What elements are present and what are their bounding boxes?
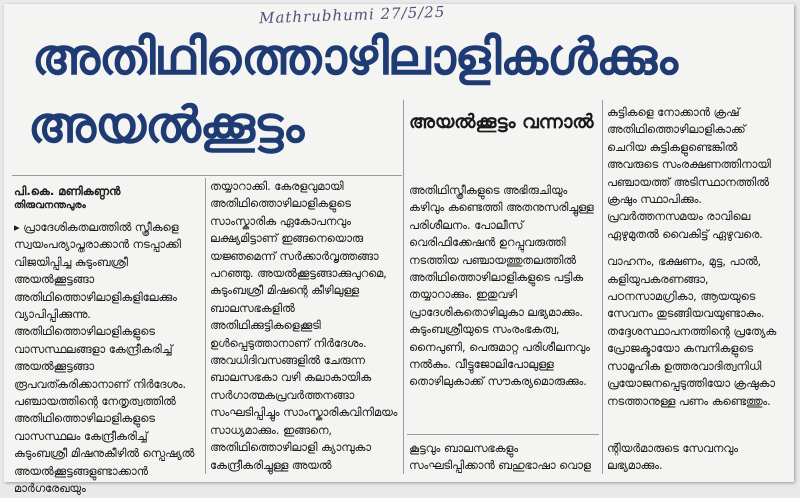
column-1: [14, 184, 202, 498]
column-3-text: അതിഥിസ്ത്രീകളുടെ അഭിരുചിയും കഴിവും കണ്ടെത്തി അതനുസരിച്ചുള്ള പരിശീലനം. പോലീസ് വെരിഫിക്കേഷൻ ഉറപ്പുവരുത്തി നടത്തിയ പഞ്ചായത്തുതലത്തിൽ അതിഥിത്തൊഴിലാളികളുടെ പട്ടിക തയ്യാറാക്കും. ഇതുവഴി പ്രാദേശികതൊഴിലുകാ ലഭ്യമാക്കും. കുടുംബശ്രീയുടെ സംരംഭകത്വ, നൈപുണി, പെരുമാറ്റ പരിശീലനവും നൽകും. വീട്ടുജോലിപോലുള്ള തൊഴിലുകാക്ക് സൗകര്യമൊരുക്കും.: [409, 184, 594, 389]
column-4-text: കുട്ടികളെ നോക്കാൻ ക്രഷ് അതിഥിത്തൊഴിലാളികാക്ക് ചെറിയ കുട്ടികളുണ്ടെങ്കിൽ അവരുടെ സംരക്ഷണത്തിനായി പഞ്ചായത്ത് അടിസ്ഥാനത്തിൽ ക്രഷും സ്ഥാപിക്കും. പ്രവർത്തനസമയം രാവിലെ ഏഴുമുതൽ വൈകിട്ട് ഏഴുവരെ.: [607, 106, 771, 241]
subheading: അയൽക്കൂട്ടം വന്നാൽ: [409, 111, 594, 133]
column-1-text: ▸ പ്രാദേശികതലത്തിൽ സ്ത്രീകളെ സ്വയംപര്യാപ്തരാക്കാൻ നടപ്പാക്കി വിജയിപ്പിച്ച കുടുംബശ്രീ അയൽക്കൂട്ടങ്ങാ അതിഥിത്തൊഴിലാളികളിലേക്കും വ്യാപിപ്പിക്കുന്നു. അതിഥിത്തൊഴിലാളികളുടെ വാസസ്ഥലങ്ങളാ കേന്ദ്രീകരിച്ച് അയൽക്കൂട്ടങ്ങാ രൂപവത്കരിക്കാനാണ് നിർദേശം. പഞ്ചായത്തിന്റെ നേതൃത്വത്തിൽ അതിഥിത്തൊഴിലാളികളുടെ വാസസ്ഥലം കേന്ദ്രീകരിച്ച് കുടുംബശ്രീ മിഷനുകീഴിൽ സ്പെഷ്യൽ അയൽക്കൂട്ടങ്ങളുണ്ടാക്കാൻ മാർഗരേഖയും: [14, 221, 195, 496]
column-divider: [403, 100, 404, 474]
column-divider: [602, 100, 603, 474]
headline-line-2: അയൽക്കൂട്ടം: [28, 96, 304, 154]
column-2-text: തയ്യാറാക്കി. കേരളവുമായി അതിഥിത്തൊഴിലാളികളുടെ സാംസ്കാരിക ഏകോപനവും ലക്ഷ്യമിട്ടാണ് ഇങ്ങനെയൊരു യജ്ഞമെന്ന് സർക്കാർവൃത്തങ്ങാ പറഞ്ഞു. അയൽക്കൂട്ടങ്ങാക്കുപുറമെ, കുടുംബശ്രീ മിഷന്റെ കീഴിലുള്ള ബാലസഭകളിൽ അതിഥിക്കുട്ടികളെക്കൂടി ഉൾപ്പെടുത്താനാണ് നിർദേശം. അവധിദിവസങ്ങളിൽ ചേരുന്ന ബാലസഭകാ വഴി കലാകായിക സർഗാത്മകപ്രവർത്തനങ്ങാ സംഘടിപ്പിച്ചും സാംസ്കാരികവിനിമയം സാധ്യമാക്കും. ഇങ്ങനെ, അതിഥിത്തൊഴിലാളി ക്യാമ്പുകാ കേന്ദ്രീകരിച്ചുള്ള അയൽ: [210, 180, 398, 472]
column-4-text-b: വാഹനം, ഭക്ഷണം, മുട്ട, പാൽ, കളിയുപകരണങ്ങാ, പഠനസാമഗ്രികാ, ആയയുടെ സേവനം തുടങ്ങിയവയുണ്ടാകും. തദ്ദേശസ്ഥാപനത്തിന്റെ പ്രത്യേക പ്രോജക്ടായോ കമ്പനികളുടെ സാമൂഹിക ഉത്തരവാദിത്വനിധി പ്രയോജനപ്പെടുത്തിയോ ക്രഷുകാ നടത്താനുള്ള പണം കണ്ടെത്തും.: [607, 255, 777, 408]
column-3: [409, 182, 599, 391]
byline-place: തിരുവനന്തപുരം: [14, 200, 86, 211]
newspaper-clipping: [4, 2, 794, 496]
divider: [407, 434, 599, 435]
column-4-bottom: [607, 440, 787, 475]
byline-author: പി.കെ. മണികണ്ഠൻ: [14, 184, 121, 198]
divider: [12, 175, 402, 176]
headline-line-1: അതിഥിത്തൊഴിലാളികൾക്കും: [32, 28, 677, 86]
column-3-bottom-text: കൂട്ടവും ബാലസഭകളും സംഘടിപ്പിക്കാൻ ബഹുഭാഷാ വൊള: [409, 442, 591, 473]
column-4-bottom-text: ന്റിയർമാരുടെ സേവനവും ലഭ്യമാക്കും.: [607, 442, 738, 473]
column-3-bottom: [409, 440, 599, 475]
column-divider: [205, 178, 206, 474]
column-4: [607, 104, 787, 410]
handwritten-note: Mathrubhumi 27/5/25: [258, 2, 446, 28]
column-2: [210, 178, 400, 474]
